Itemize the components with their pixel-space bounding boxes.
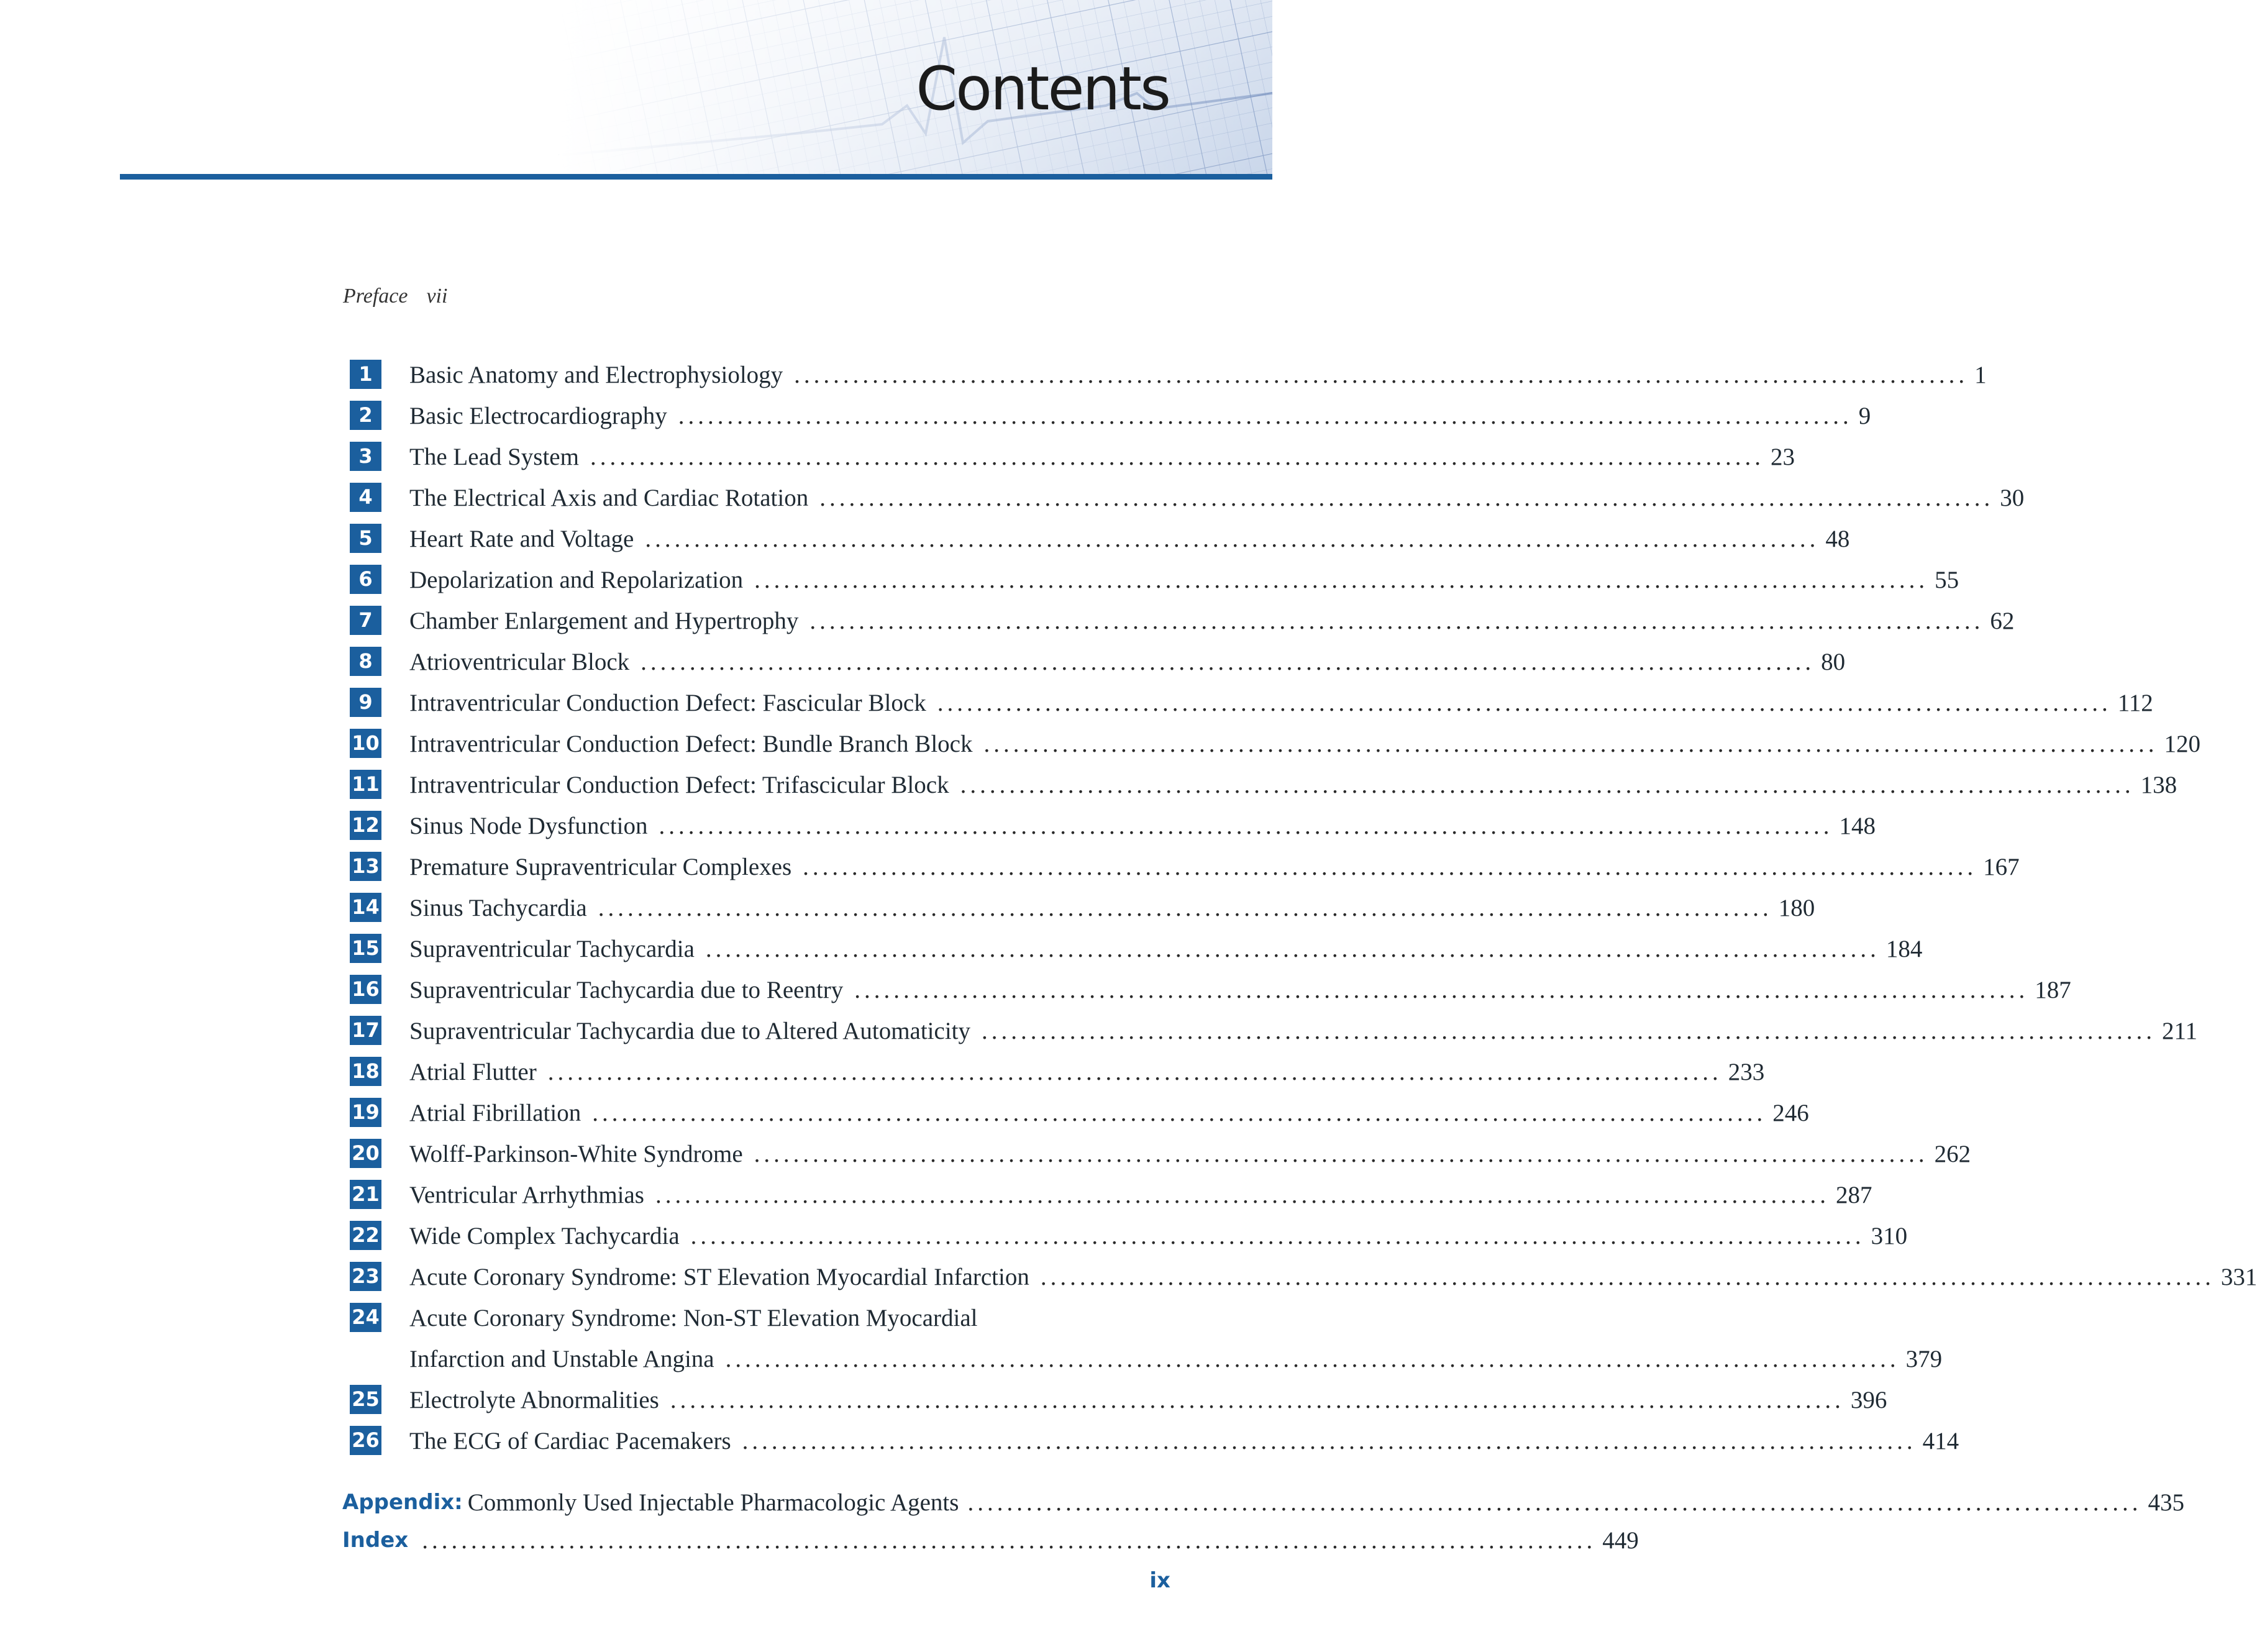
dot-leader: ........................................................................................................................: [598, 894, 1772, 921]
chapter-number-badge: 1: [350, 360, 381, 389]
chapter-page: 80: [1821, 648, 1846, 675]
dot-leader: ........................................................................................................................: [754, 566, 1929, 593]
chapter-title: Acute Coronary Syndrome: ST Elevation Myocardial Infarction: [409, 1263, 1029, 1290]
chapter-page: 310: [1871, 1222, 1908, 1249]
dot-leader: ........................................................................................................................: [1040, 1263, 2215, 1290]
toc-row[interactable]: [0, 1297, 1272, 1338]
toc-row[interactable]: [0, 1379, 1887, 1420]
dot-leader: ........................................................................................................................: [659, 812, 1833, 839]
chapter-entry: [409, 1379, 1887, 1420]
chapter-number-badge: 5: [350, 524, 381, 553]
preface-entry[interactable]: [343, 285, 447, 308]
toc-row[interactable]: [0, 682, 2153, 723]
dot-leader: ........................................................................................................................: [705, 935, 1880, 962]
chapter-number-badge: 2: [350, 401, 381, 430]
chapter-page: 396: [1850, 1386, 1887, 1413]
toc-row[interactable]: [0, 436, 1795, 477]
chapter-entry: [409, 928, 1923, 969]
chapter-entry: [409, 559, 1959, 600]
chapter-entry: [409, 600, 2015, 641]
toc-row[interactable]: [0, 723, 2200, 764]
chapter-page: 167: [1983, 853, 2020, 880]
chapter-page: 180: [1778, 894, 1815, 921]
chapter-entry: [409, 805, 1876, 846]
toc-row-continuation[interactable]: [0, 1338, 1943, 1379]
dot-leader: ........................................................................................................................: [809, 607, 1984, 634]
chapter-number-badge: 14: [350, 893, 381, 922]
chapter-title: The Electrical Axis and Cardiac Rotation: [409, 484, 809, 511]
dot-leader: ........................................................................................................................: [937, 689, 2112, 716]
chapter-title: Depolarization and Repolarization: [409, 566, 744, 593]
dot-leader: ........................................................................................................................: [592, 1099, 1767, 1126]
dot-leader: ........................................................................................................................: [983, 730, 2158, 757]
chapter-entry: [409, 969, 2071, 1010]
toc-row[interactable]: [0, 805, 1876, 846]
chapter-page: 187: [2035, 976, 2071, 1003]
chapter-entry: [409, 1051, 1765, 1092]
chapter-entry: [409, 1215, 1908, 1256]
chapter-entry: [409, 764, 2177, 805]
toc-row[interactable]: [0, 887, 1815, 928]
chapter-number-badge: 22: [350, 1221, 381, 1250]
chapter-number-badge: 8: [350, 647, 381, 676]
toc-row[interactable]: [0, 559, 1959, 600]
toc-row[interactable]: [0, 395, 1871, 436]
dot-leader: ........................................................................................................................: [982, 1017, 2156, 1044]
page-folio: ix: [1149, 1568, 1170, 1593]
appendix-page: 435: [2148, 1489, 2184, 1516]
chapter-title: Intraventricular Conduction Defect: Trifascicular Block: [409, 771, 949, 798]
toc-row[interactable]: [0, 518, 1850, 559]
dot-leader: ........................................................................................................................: [854, 976, 2029, 1003]
chapter-number-badge: 20: [350, 1139, 381, 1168]
toc-row[interactable]: [0, 1215, 1908, 1256]
dot-leader: ........................................................................................................................: [819, 484, 1994, 511]
dot-leader: ........................................................................................................................: [742, 1427, 1917, 1454]
toc-row[interactable]: [0, 1174, 1872, 1215]
toc-row[interactable]: [0, 1051, 1765, 1092]
toc-row[interactable]: [0, 600, 2015, 641]
preface-page: vii: [426, 285, 448, 308]
title-rule: [120, 174, 1272, 180]
dot-leader: ........................................................................................................................: [670, 1386, 1844, 1413]
index-page: 449: [1602, 1527, 1639, 1554]
chapter-title: Sinus Tachycardia: [409, 894, 587, 921]
chapter-title: Intraventricular Conduction Defect: Fascicular Block: [409, 689, 926, 716]
dot-leader: ........................................................................................................................: [655, 1181, 1830, 1208]
chapter-page: 331: [2220, 1263, 2257, 1290]
chapter-number-badge: 12: [350, 811, 381, 840]
dot-leader: ........................................................................................................................: [803, 853, 1977, 880]
toc-row[interactable]: [0, 969, 2071, 1010]
chapter-title: Supraventricular Tachycardia due to Altered Automaticity: [409, 1017, 970, 1044]
chapter-number-badge: 3: [350, 442, 381, 471]
chapter-page: 62: [1990, 607, 2015, 634]
chapter-title: Atrial Flutter: [409, 1058, 537, 1085]
chapter-page: 120: [2164, 730, 2200, 757]
chapter-title: Basic Anatomy and Electrophysiology: [409, 361, 783, 388]
chapter-page: 48: [1825, 525, 1850, 552]
dot-leader: ........................................................................................................................: [645, 525, 1820, 552]
chapter-number-badge: 23: [350, 1262, 381, 1291]
chapter-number-badge: 26: [350, 1426, 381, 1455]
chapter-title-continued: Infarction and Unstable Angina: [409, 1345, 714, 1372]
dot-leader: ........................................................................................................................: [725, 1345, 1900, 1372]
chapter-number-badge: 11: [350, 770, 381, 799]
chapter-title: Atrial Fibrillation: [409, 1099, 581, 1126]
toc-row[interactable]: [0, 1133, 1971, 1174]
toc-row[interactable]: [0, 764, 2177, 805]
chapter-page: 30: [2000, 484, 2025, 511]
chapter-page: 23: [1770, 443, 1795, 470]
dot-leader: ........................................................................................................................: [641, 648, 1815, 675]
dot-leader: ........................................................................................................................: [754, 1140, 1928, 1167]
chapter-title: Premature Supraventricular Complexes: [409, 853, 792, 880]
toc-row[interactable]: [0, 1420, 1959, 1461]
chapter-title: Chamber Enlargement and Hypertrophy: [409, 607, 799, 634]
chapter-entry: [409, 1338, 1943, 1379]
dot-leader: ........................................................................................................................: [690, 1222, 1865, 1249]
chapter-page: 55: [1935, 566, 1959, 593]
dot-leader: ........................................................................................................................: [422, 1527, 1597, 1554]
toc-row[interactable]: [0, 1010, 2198, 1051]
chapter-title: Atrioventricular Block: [409, 648, 630, 675]
chapter-page: 233: [1728, 1058, 1765, 1085]
chapter-entry: [409, 1297, 1170, 1338]
chapter-entry: [409, 641, 1846, 682]
chapter-number-badge: 4: [350, 483, 381, 512]
index-label: Index: [342, 1528, 409, 1553]
chapter-page: 9: [1858, 402, 1871, 429]
chapter-title: Basic Electrocardiography: [409, 402, 667, 429]
chapter-entry: [409, 1010, 2198, 1051]
preface-label: Preface: [343, 285, 408, 308]
dot-leader: ........................................................................................................................: [967, 1489, 2142, 1516]
chapter-number-badge: 13: [350, 852, 381, 881]
chapter-entry: [409, 1256, 2257, 1297]
chapter-page: 112: [2117, 689, 2153, 716]
dot-leader: ........................................................................................................................: [678, 402, 1853, 429]
chapter-page: 1: [1974, 361, 1987, 388]
chapter-page: 287: [1835, 1181, 1872, 1208]
chapter-number-badge: 19: [350, 1098, 381, 1127]
toc-row[interactable]: [0, 1256, 2257, 1297]
chapter-page: 184: [1885, 935, 1923, 962]
chapter-title: Heart Rate and Voltage: [409, 525, 634, 552]
chapter-number-badge: 24: [350, 1303, 381, 1332]
chapter-entry: [409, 1133, 1971, 1174]
chapter-title: Supraventricular Tachycardia due to Reentry: [409, 976, 844, 1003]
chapter-entry: [409, 395, 1871, 436]
chapter-number-badge: 16: [350, 975, 381, 1004]
chapter-entry: [409, 1420, 1959, 1461]
chapter-entry: [409, 477, 2025, 518]
chapter-page: 379: [1905, 1345, 1943, 1372]
chapter-page: 262: [1934, 1140, 1971, 1167]
chapter-entry: [409, 682, 2153, 723]
chapter-page: 211: [2162, 1017, 2198, 1044]
chapter-title: Ventricular Arrhythmias: [409, 1181, 644, 1208]
chapter-entry: [409, 354, 1987, 395]
chapter-title: Intraventricular Conduction Defect: Bundle Branch Block: [409, 730, 973, 757]
chapter-number-badge: 18: [350, 1057, 381, 1086]
chapter-entry: [409, 846, 2020, 887]
dot-leader: ........................................................................................................................: [794, 361, 1969, 388]
chapter-number-badge: 9: [350, 688, 381, 717]
chapter-number-badge: 21: [350, 1180, 381, 1209]
dot-leader: ........................................................................................................................: [590, 443, 1764, 470]
chapter-page: 414: [1922, 1427, 1959, 1454]
toc-row[interactable]: [0, 1092, 1809, 1133]
chapter-page: 138: [2140, 771, 2177, 798]
chapter-title: Supraventricular Tachycardia: [409, 935, 695, 962]
index-entry[interactable]: [342, 1522, 1639, 1559]
chapter-number-badge: 17: [350, 1016, 381, 1045]
toc-row[interactable]: [0, 641, 1846, 682]
appendix-label: Appendix:: [342, 1490, 463, 1515]
dot-leader: ........................................................................................................................: [960, 771, 2135, 798]
toc-row[interactable]: [0, 477, 2025, 518]
chapter-number-badge: 6: [350, 565, 381, 594]
chapter-title: Electrolyte Abnormalities: [409, 1386, 659, 1413]
appendix-entry[interactable]: [342, 1484, 2184, 1521]
chapter-title: Wide Complex Tachycardia: [409, 1222, 680, 1249]
chapter-title: The ECG of Cardiac Pacemakers: [409, 1427, 731, 1454]
chapter-entry: [409, 518, 1850, 559]
toc-row[interactable]: [0, 846, 2020, 887]
toc-row[interactable]: [0, 928, 1923, 969]
chapter-entry: [409, 436, 1795, 477]
chapter-title: Acute Coronary Syndrome: Non-ST Elevation Myocardial: [409, 1304, 978, 1331]
chapter-entry: [409, 887, 1815, 928]
chapter-page: 246: [1772, 1099, 1809, 1126]
chapter-entry: [409, 1092, 1809, 1133]
chapter-entry: [409, 723, 2200, 764]
chapter-page: 148: [1839, 812, 1876, 839]
chapter-number-badge: 15: [350, 934, 381, 963]
dot-leader: ........................................................................................................................: [547, 1058, 1722, 1085]
chapter-title: The Lead System: [409, 443, 579, 470]
toc-row[interactable]: [0, 354, 1987, 395]
page-title: Contents: [916, 54, 1169, 124]
appendix-title: Commonly Used Injectable Pharmacologic Agents: [467, 1489, 959, 1516]
chapter-number-badge: 7: [350, 606, 381, 635]
chapter-number-badge: 25: [350, 1385, 381, 1414]
chapter-entry: [409, 1174, 1872, 1215]
chapter-title: Wolff-Parkinson-White Syndrome: [409, 1140, 743, 1167]
chapter-number-badge: 10: [350, 729, 381, 758]
chapter-title: Sinus Node Dysfunction: [409, 812, 648, 839]
